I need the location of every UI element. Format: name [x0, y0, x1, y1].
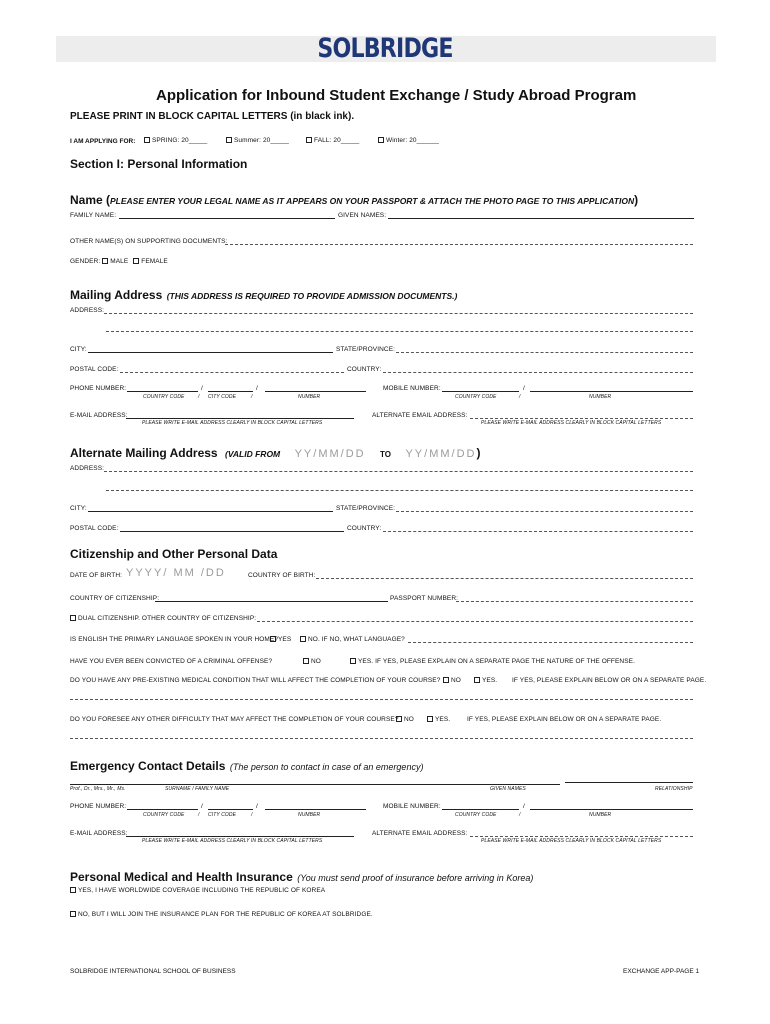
- language-field[interactable]: [408, 642, 693, 643]
- address-label: ADDRESS:: [70, 307, 105, 314]
- email-field[interactable]: [126, 418, 354, 419]
- gender-row: [70, 258, 168, 265]
- coc-field[interactable]: [155, 601, 388, 602]
- name-close: ): [634, 193, 639, 207]
- em-phone-country-code-field[interactable]: [127, 809, 198, 810]
- alt-close: ): [476, 446, 481, 460]
- name-note: PLEASE ENTER YOUR LEGAL NAME AS IT APPEARS ON YOUR PASSPORT & ATTACH THE PHOTO PAGE TO THIS APPLICATION: [110, 196, 635, 206]
- checkbox[interactable]: [70, 911, 76, 917]
- family-name-label: FAMILY NAME:: [70, 212, 117, 219]
- alt-address-field-2[interactable]: [106, 490, 693, 491]
- medical-yes-option[interactable]: YES.: [474, 677, 497, 684]
- mailing-note: (THIS ADDRESS IS REQUIRED TO PROVIDE ADMISSION DOCUMENTS.): [166, 291, 458, 301]
- em-phone-number-field[interactable]: [265, 809, 366, 810]
- applying-label: I AM APPLYING FOR:: [70, 138, 136, 145]
- difficulty-explain-field[interactable]: [70, 738, 693, 739]
- slash: /: [523, 803, 525, 810]
- name-heading-row: [70, 191, 638, 209]
- given-names-field[interactable]: [388, 218, 694, 219]
- alt-email-label: ALTERNATE EMAIL ADDRESS:: [372, 412, 468, 419]
- slash: /: [523, 385, 525, 392]
- footer-left: SOLBRIDGE INTERNATIONAL SCHOOL OF BUSINESS: [70, 968, 236, 975]
- difficulty-question: DO YOU FORESEE ANY OTHER DIFFICULTY THAT MAY AFFECT THE COMPLETION OF YOUR COURSE?: [70, 716, 399, 723]
- option-fall[interactable]: FALL: 20_____: [306, 137, 359, 144]
- slash-hint: /: [519, 394, 521, 400]
- slash-hint: /: [251, 394, 253, 400]
- em-alt-email-hint: PLEASE WRITE E-MAIL ADDRESS CLEARLY IN BLOCK CAPITAL LETTERS: [481, 838, 662, 844]
- coc-label: COUNTRY OF CITIZENSHIP:: [70, 595, 160, 602]
- checkbox[interactable]: [70, 887, 76, 893]
- alt-mailing-heading: Alternate Mailing Address: [70, 446, 218, 460]
- dual-label: DUAL CITIZENSHIP. OTHER COUNTRY OF CITIZENSHIP:: [78, 615, 257, 622]
- checkbox[interactable]: [270, 636, 276, 642]
- alt-city-field[interactable]: [88, 511, 333, 512]
- insurance-heading: Personal Medical and Health Insurance: [70, 870, 293, 884]
- em-phone-city-code-field[interactable]: [208, 809, 253, 810]
- family-name-field[interactable]: [119, 218, 335, 219]
- male-checkbox[interactable]: [102, 258, 108, 264]
- slash-hint: /: [198, 394, 200, 400]
- checkbox[interactable]: [378, 137, 384, 143]
- postal-field[interactable]: [120, 372, 344, 373]
- alt-email-hint: PLEASE WRITE E-MAIL ADDRESS CLEARLY IN BLOCK CAPITAL LETTERS: [481, 420, 662, 426]
- em-mobile-country-code-hint: COUNTRY CODE: [455, 812, 497, 818]
- em-mobile-label: MOBILE NUMBER:: [383, 803, 441, 810]
- to-label: TO: [380, 450, 392, 459]
- phone-city-code-field[interactable]: [208, 391, 253, 392]
- alt-address-field-1[interactable]: [104, 471, 693, 472]
- checkbox[interactable]: [474, 677, 480, 683]
- crime-no-option[interactable]: NO: [303, 658, 321, 665]
- option-winter[interactable]: Winter: 20______: [378, 137, 439, 144]
- em-mobile-number-hint: NUMBER: [589, 812, 612, 818]
- cob-label: COUNTRY OF BIRTH:: [248, 572, 316, 579]
- english-question: IS ENGLISH THE PRIMARY LANGUAGE SPOKEN IN YOUR HOME?: [70, 636, 279, 643]
- phone-number-hint: NUMBER: [298, 394, 321, 400]
- checkbox[interactable]: [350, 658, 356, 664]
- alt-mailing-heading-row: [70, 444, 480, 462]
- em-phone-country-code-hint: COUNTRY CODE: [143, 812, 185, 818]
- other-names-label: OTHER NAME(S) ON SUPPORTING DOCUMENTS:: [70, 238, 228, 245]
- other-names-field[interactable]: [225, 244, 693, 245]
- female-label: FEMALE: [141, 258, 168, 265]
- given-names-label: GIVEN NAMES:: [338, 212, 387, 219]
- option-spring[interactable]: SPRING: 20_____: [144, 137, 207, 144]
- relationship-hint: RELATIONSHIP: [655, 786, 693, 792]
- valid-from-date-field[interactable]: YY/MM/DD: [294, 448, 366, 460]
- slash: /: [256, 385, 258, 392]
- title-hint: Prof., Dr., Mrs., Mr., Ms.: [70, 786, 126, 792]
- english-yes-option[interactable]: YES: [270, 636, 291, 643]
- passport-field[interactable]: [456, 601, 693, 602]
- country-label: COUNTRY:: [347, 366, 382, 373]
- medical-explain-field[interactable]: [70, 699, 693, 700]
- dual-field[interactable]: [257, 621, 693, 622]
- english-no-option[interactable]: NO. IF NO, WHAT LANGUAGE?: [300, 636, 405, 643]
- alt-country-label: COUNTRY:: [347, 525, 382, 532]
- em-email-label: E-MAIL ADDRESS:: [70, 830, 128, 837]
- slash: /: [256, 803, 258, 810]
- dual-row: [70, 615, 256, 622]
- checkbox[interactable]: [427, 716, 433, 722]
- slash: /: [201, 803, 203, 810]
- alt-address-label: ADDRESS:: [70, 465, 105, 472]
- given-names-hint: GIVEN NAMES: [490, 786, 526, 792]
- medical-no-option[interactable]: NO: [443, 677, 461, 684]
- emergency-name-field[interactable]: [70, 784, 560, 785]
- footer-right: EXCHANGE APP-PAGE 1: [623, 968, 700, 975]
- slash-hint: /: [251, 812, 253, 818]
- alt-state-label: STATE/PROVINCE:: [336, 505, 396, 512]
- crime-yes-option[interactable]: YES. IF YES, PLEASE EXPLAIN ON A SEPARATE PAGE THE NATURE OF THE OFFENSE.: [350, 658, 635, 665]
- insurance-option-1[interactable]: YES, I HAVE WORLDWIDE COVERAGE INCLUDING THE REPUBLIC OF KOREA: [70, 887, 325, 894]
- female-checkbox[interactable]: [133, 258, 139, 264]
- cob-field[interactable]: [316, 578, 693, 579]
- solbridge-logo: SOLBRIDGE: [317, 33, 453, 64]
- city-field[interactable]: [88, 352, 333, 353]
- checkbox[interactable]: [300, 636, 306, 642]
- valid-from-label: (VALID FROM: [225, 449, 281, 459]
- phone-country-code-field[interactable]: [127, 391, 198, 392]
- em-mobile-country-code-field[interactable]: [442, 809, 519, 810]
- slash-hint: /: [519, 812, 521, 818]
- form-subtitle: PLEASE PRINT IN BLOCK CAPITAL LETTERS (in black ink).: [70, 111, 355, 122]
- insurance-heading-row: [70, 868, 533, 886]
- medical-explain: IF YES, PLEASE EXPLAIN BELOW OR ON A SEPARATE PAGE.: [512, 677, 707, 684]
- state-field[interactable]: [396, 352, 693, 353]
- section1-heading: Section I: Personal Information: [70, 157, 248, 171]
- em-email-field[interactable]: [126, 836, 354, 837]
- mobile-country-code-hint: COUNTRY CODE: [455, 394, 497, 400]
- difficulty-explain: IF YES, PLEASE EXPLAIN BELOW OR ON A SEPARATE PAGE.: [467, 716, 662, 723]
- passport-label: PASSPORT NUMBER:: [390, 595, 459, 602]
- difficulty-no-option[interactable]: NO: [396, 716, 414, 723]
- alt-city-label: CITY:: [70, 505, 87, 512]
- phone-country-code-hint: COUNTRY CODE: [143, 394, 185, 400]
- country-field[interactable]: [383, 372, 693, 373]
- option-summer[interactable]: Summer: 20_____: [226, 137, 289, 144]
- em-mobile-number-field[interactable]: [530, 809, 693, 810]
- checkbox[interactable]: [443, 677, 449, 683]
- checkbox[interactable]: [306, 137, 312, 143]
- mailing-heading: Mailing Address: [70, 288, 163, 302]
- em-email-hint: PLEASE WRITE E-MAIL ADDRESS CLEARLY IN BLOCK CAPITAL LETTERS: [142, 838, 323, 844]
- email-label: E-MAIL ADDRESS:: [70, 412, 128, 419]
- checkbox[interactable]: [303, 658, 309, 664]
- checkbox[interactable]: [396, 716, 402, 722]
- dob-label: DATE OF BIRTH:: [70, 572, 123, 579]
- insurance-option-2[interactable]: NO, BUT I WILL JOIN THE INSURANCE PLAN FOR THE REPUBLIC OF KOREA AT SOLBRIDGE.: [70, 911, 373, 918]
- phone-number-field[interactable]: [265, 391, 366, 392]
- surname-hint: SURNAME / FAMILY NAME: [165, 786, 230, 792]
- em-phone-label: PHONE NUMBER:: [70, 803, 127, 810]
- address-field-2[interactable]: [106, 331, 693, 332]
- emergency-relationship-field[interactable]: [565, 782, 693, 783]
- emergency-heading: Emergency Contact Details: [70, 759, 226, 773]
- citizenship-heading: Citizenship and Other Personal Data: [70, 547, 278, 561]
- alt-postal-label: POSTAL CODE:: [70, 525, 119, 532]
- phone-city-code-hint: CITY CODE: [208, 394, 237, 400]
- valid-to-date-field[interactable]: YY/MM/DD: [405, 448, 477, 460]
- alt-postal-field[interactable]: [120, 531, 344, 532]
- city-label: CITY:: [70, 346, 87, 353]
- checkbox[interactable]: [144, 137, 150, 143]
- crime-question: HAVE YOU EVER BEEN CONVICTED OF A CRIMINAL OFFENSE?: [70, 658, 273, 665]
- em-phone-number-hint: NUMBER: [298, 812, 321, 818]
- phone-label: PHONE NUMBER:: [70, 385, 127, 392]
- emergency-note: (The person to contact in case of an emergency): [229, 762, 424, 772]
- gender-label: GENDER:: [70, 258, 101, 265]
- slash-hint: /: [198, 812, 200, 818]
- emergency-heading-row: [70, 757, 423, 775]
- difficulty-yes-option[interactable]: YES.: [427, 716, 450, 723]
- slash: /: [201, 385, 203, 392]
- insurance-note: (You must send proof of insurance before arriving in Korea): [297, 873, 534, 883]
- checkbox[interactable]: [226, 137, 232, 143]
- state-label: STATE/PROVINCE:: [336, 346, 396, 353]
- em-phone-city-code-hint: CITY CODE: [208, 812, 237, 818]
- em-alt-email-label: ALTERNATE EMAIL ADDRESS:: [372, 830, 468, 837]
- alt-email-field[interactable]: [470, 418, 693, 419]
- dual-checkbox[interactable]: [70, 615, 76, 621]
- email-hint: PLEASE WRITE E-MAIL ADDRESS CLEARLY IN BLOCK CAPITAL LETTERS: [142, 420, 323, 426]
- mailing-heading-row: [70, 286, 457, 304]
- name-heading: Name (: [70, 193, 111, 207]
- mobile-label: MOBILE NUMBER:: [383, 385, 441, 392]
- alt-country-field[interactable]: [383, 531, 693, 532]
- address-field-1[interactable]: [104, 313, 693, 314]
- dob-field[interactable]: YYYY/ MM /DD: [126, 567, 226, 579]
- postal-label: POSTAL CODE:: [70, 366, 119, 373]
- em-alt-email-field[interactable]: [470, 836, 693, 837]
- male-label: MALE: [110, 258, 129, 265]
- form-title: Application for Inbound Student Exchange / Study Abroad Program: [156, 87, 637, 104]
- mobile-country-code-field[interactable]: [442, 391, 519, 392]
- mobile-number-hint: NUMBER: [589, 394, 612, 400]
- alt-state-field[interactable]: [396, 511, 693, 512]
- medical-question: DO YOU HAVE ANY PRE-EXISTING MEDICAL CONDITION THAT WILL AFFECT THE COMPLETION OF YOUR COURSE?: [70, 677, 441, 684]
- mobile-number-field[interactable]: [530, 391, 693, 392]
